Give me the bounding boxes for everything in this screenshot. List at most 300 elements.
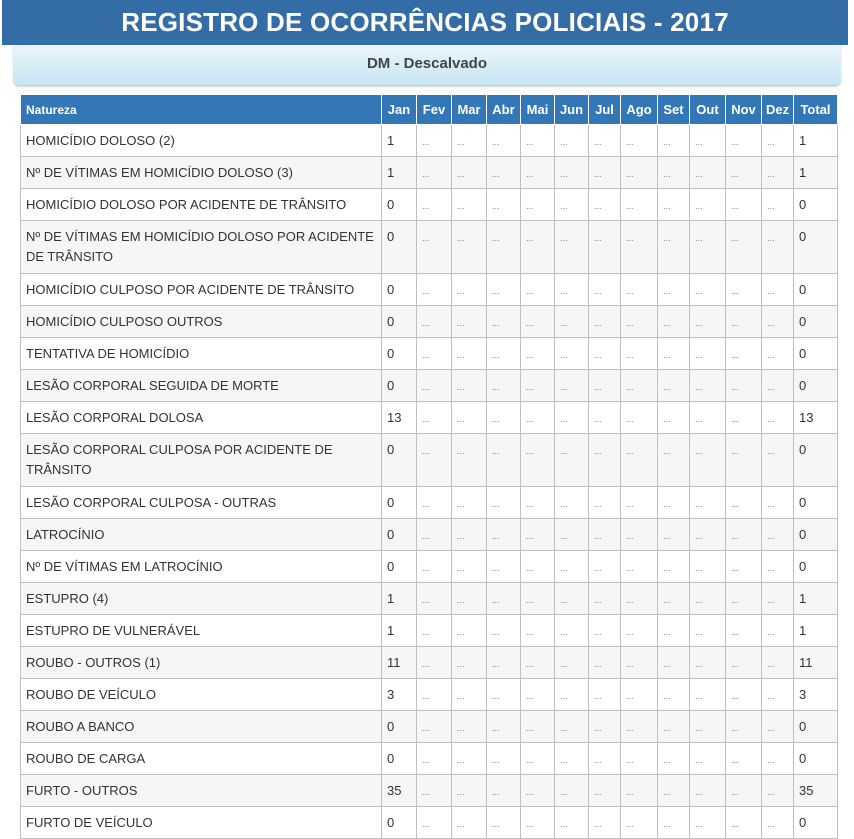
month-cell: ... [417,647,452,679]
month-cell: ... [521,221,555,274]
month-cell: ... [555,434,589,487]
month-cell: ... [726,157,762,189]
month-cell: ... [690,519,726,551]
month-cell: ... [690,189,726,221]
table-row [21,711,838,743]
month-cell: ... [589,743,621,775]
month-cell: ... [762,402,794,434]
month-cell: 0 [382,551,417,583]
month-cell: ... [726,402,762,434]
natureza-cell: LESÃO CORPORAL CULPOSA POR ACIDENTE DE TRÂNSITO [21,434,382,487]
month-cell: ... [417,434,452,487]
month-cell: ... [487,125,521,157]
month-cell: ... [521,519,555,551]
month-cell: 0 [382,434,417,487]
natureza-cell: HOMICÍDIO DOLOSO (2) [21,125,382,157]
natureza-cell: ROUBO DE VEÍCULO [21,679,382,711]
month-cell: ... [487,743,521,775]
month-cell: ... [621,157,658,189]
column-header-jan: Jan [382,95,417,125]
month-cell: ... [521,370,555,402]
month-cell: ... [555,775,589,807]
month-cell: ... [589,775,621,807]
column-header-jun: Jun [555,95,589,125]
month-cell: ... [417,338,452,370]
month-cell: ... [487,583,521,615]
month-cell: ... [555,679,589,711]
month-cell: ... [621,487,658,519]
month-cell: ... [658,306,690,338]
month-cell: ... [452,551,487,583]
month-cell: ... [487,487,521,519]
month-cell: 0 [382,519,417,551]
table-row [21,487,838,519]
month-cell: ... [690,711,726,743]
month-cell: ... [417,125,452,157]
month-cell: ... [726,189,762,221]
month-cell: ... [521,434,555,487]
month-cell: ... [589,583,621,615]
month-cell: ... [417,189,452,221]
month-cell: ... [589,306,621,338]
month-cell: ... [521,743,555,775]
month-cell: ... [555,338,589,370]
month-cell: ... [726,434,762,487]
month-cell: 0 [382,306,417,338]
month-cell: ... [452,711,487,743]
month-cell: ... [621,338,658,370]
month-cell: ... [555,157,589,189]
month-cell: ... [762,125,794,157]
month-cell: ... [589,551,621,583]
natureza-cell: LESÃO CORPORAL SEGUIDA DE MORTE [21,370,382,402]
natureza-cell: ROUBO DE CARGA [21,743,382,775]
total-cell: 0 [794,807,838,839]
month-cell: 0 [382,487,417,519]
month-cell: ... [417,402,452,434]
total-cell: 1 [794,125,838,157]
month-cell: 35 [382,775,417,807]
month-cell: ... [452,338,487,370]
month-cell: ... [762,743,794,775]
month-cell: ... [658,434,690,487]
page-title: REGISTRO DE OCORRÊNCIAS POLICIAIS - 2017 [2,0,848,45]
month-cell: ... [589,711,621,743]
month-cell: 1 [382,583,417,615]
month-cell: ... [589,615,621,647]
month-cell: ... [658,125,690,157]
month-cell: ... [521,647,555,679]
month-cell: ... [762,338,794,370]
table-row [21,615,838,647]
month-cell: ... [452,434,487,487]
month-cell: ... [621,434,658,487]
month-cell: 0 [382,743,417,775]
month-cell: ... [452,157,487,189]
month-cell: ... [555,125,589,157]
month-cell: ... [487,647,521,679]
table-row [21,370,838,402]
natureza-cell: ESTUPRO DE VULNERÁVEL [21,615,382,647]
month-cell: ... [690,647,726,679]
month-cell: ... [621,711,658,743]
column-header-mar: Mar [452,95,487,125]
month-cell: ... [417,615,452,647]
column-header-ago: Ago [621,95,658,125]
table-row [21,519,838,551]
month-cell: ... [658,775,690,807]
month-cell: ... [621,647,658,679]
month-cell: ... [621,274,658,306]
month-cell: ... [762,157,794,189]
month-cell: ... [452,274,487,306]
month-cell: ... [452,306,487,338]
natureza-cell: ROUBO - OUTROS (1) [21,647,382,679]
natureza-cell: FURTO DE VEÍCULO [21,807,382,839]
month-cell: ... [589,274,621,306]
natureza-cell: ESTUPRO (4) [21,583,382,615]
month-cell: ... [452,583,487,615]
month-cell: ... [726,807,762,839]
month-cell: ... [690,402,726,434]
month-cell: ... [417,679,452,711]
month-cell: ... [555,551,589,583]
month-cell: ... [452,743,487,775]
month-cell: ... [690,125,726,157]
table-row [21,306,838,338]
month-cell: ... [555,743,589,775]
month-cell: ... [555,519,589,551]
month-cell: 11 [382,647,417,679]
month-cell: ... [521,551,555,583]
month-cell: ... [417,711,452,743]
total-cell: 1 [794,583,838,615]
month-cell: ... [658,743,690,775]
total-cell: 0 [794,519,838,551]
month-cell: ... [555,583,589,615]
month-cell: ... [726,306,762,338]
month-cell: ... [417,157,452,189]
month-cell: 1 [382,125,417,157]
month-cell: ... [690,274,726,306]
month-cell: ... [762,583,794,615]
month-cell: ... [521,679,555,711]
month-cell: ... [658,338,690,370]
table-row [21,338,838,370]
month-cell: ... [690,583,726,615]
month-cell: ... [487,711,521,743]
month-cell: 3 [382,679,417,711]
month-cell: ... [452,402,487,434]
table-row [21,189,838,221]
month-cell: ... [621,551,658,583]
month-cell: ... [762,274,794,306]
month-cell: ... [555,615,589,647]
month-cell: ... [487,370,521,402]
natureza-cell: HOMICÍDIO CULPOSO POR ACIDENTE DE TRÂNSITO [21,274,382,306]
month-cell: ... [487,679,521,711]
month-cell: ... [555,306,589,338]
month-cell: ... [487,519,521,551]
table-row [21,679,838,711]
month-cell: ... [589,157,621,189]
total-cell: 1 [794,157,838,189]
month-cell: ... [621,775,658,807]
month-cell: ... [589,189,621,221]
total-cell: 11 [794,647,838,679]
month-cell: ... [521,583,555,615]
total-cell: 0 [794,370,838,402]
table-row [21,402,838,434]
table-row [21,125,838,157]
month-cell: ... [452,679,487,711]
month-cell: ... [658,807,690,839]
month-cell: ... [621,306,658,338]
month-cell: ... [726,487,762,519]
total-cell: 3 [794,679,838,711]
month-cell: ... [487,807,521,839]
natureza-cell: LESÃO CORPORAL CULPOSA - OUTRAS [21,487,382,519]
table-header [21,95,838,125]
month-cell: ... [487,338,521,370]
month-cell: ... [417,775,452,807]
column-header-abr: Abr [487,95,521,125]
month-cell: ... [762,551,794,583]
occurrences-table [20,94,838,839]
month-cell: ... [417,519,452,551]
month-cell: ... [487,274,521,306]
month-cell: ... [589,519,621,551]
total-cell: 0 [794,189,838,221]
natureza-cell: LATROCÍNIO [21,519,382,551]
month-cell: ... [658,221,690,274]
month-cell: ... [452,615,487,647]
month-cell: ... [658,711,690,743]
total-cell: 0 [794,487,838,519]
month-cell: ... [589,647,621,679]
month-cell: ... [726,775,762,807]
month-cell: ... [417,306,452,338]
month-cell: ... [726,125,762,157]
month-cell: ... [658,583,690,615]
table-row [21,647,838,679]
month-cell: ... [589,125,621,157]
month-cell: ... [658,189,690,221]
natureza-cell: TENTATIVA DE HOMICÍDIO [21,338,382,370]
table-row [21,775,838,807]
column-header-out: Out [690,95,726,125]
month-cell: ... [726,679,762,711]
month-cell: ... [658,487,690,519]
table-row [21,157,838,189]
month-cell: ... [726,551,762,583]
month-cell: ... [690,157,726,189]
month-cell: ... [690,338,726,370]
month-cell: ... [555,807,589,839]
month-cell: ... [589,807,621,839]
month-cell: ... [690,775,726,807]
column-header-mai: Mai [521,95,555,125]
month-cell: ... [589,402,621,434]
month-cell: 0 [382,370,417,402]
natureza-cell: Nº DE VÍTIMAS EM HOMICÍDIO DOLOSO (3) [21,157,382,189]
month-cell: 13 [382,402,417,434]
month-cell: ... [452,807,487,839]
total-cell: 0 [794,551,838,583]
month-cell: ... [452,775,487,807]
column-header-fev: Fev [417,95,452,125]
month-cell: ... [417,221,452,274]
natureza-cell: HOMICÍDIO DOLOSO POR ACIDENTE DE TRÂNSITO [21,189,382,221]
month-cell: 0 [382,807,417,839]
column-header-total: Total [794,95,838,125]
month-cell: ... [487,221,521,274]
natureza-cell: FURTO - OUTROS [21,775,382,807]
month-cell: ... [487,615,521,647]
natureza-cell: Nº DE VÍTIMAS EM HOMICÍDIO DOLOSO POR ACIDENTE DE TRÂNSITO [21,221,382,274]
month-cell: ... [521,125,555,157]
month-cell: ... [555,274,589,306]
month-cell: ... [762,306,794,338]
month-cell: ... [621,519,658,551]
total-cell: 0 [794,306,838,338]
month-cell: ... [762,679,794,711]
month-cell: ... [726,615,762,647]
month-cell: ... [589,221,621,274]
month-cell: ... [487,402,521,434]
month-cell: ... [555,370,589,402]
month-cell: ... [621,807,658,839]
month-cell: ... [487,775,521,807]
month-cell: ... [658,647,690,679]
total-cell: 1 [794,615,838,647]
month-cell: ... [621,402,658,434]
month-cell: ... [658,615,690,647]
month-cell: ... [690,679,726,711]
month-cell: ... [621,679,658,711]
month-cell: ... [521,157,555,189]
month-cell: ... [521,807,555,839]
month-cell: ... [762,487,794,519]
month-cell: ... [521,711,555,743]
month-cell: ... [726,519,762,551]
total-cell: 0 [794,338,838,370]
column-header-natureza: Natureza [21,95,382,125]
month-cell: ... [726,647,762,679]
month-cell: ... [521,615,555,647]
month-cell: ... [452,370,487,402]
month-cell: ... [452,221,487,274]
month-cell: ... [658,370,690,402]
month-cell: 0 [382,221,417,274]
month-cell: ... [452,125,487,157]
month-cell: ... [690,615,726,647]
month-cell: ... [690,306,726,338]
month-cell: ... [521,338,555,370]
month-cell: ... [621,221,658,274]
month-cell: ... [452,519,487,551]
month-cell: 1 [382,157,417,189]
month-cell: ... [417,807,452,839]
month-cell: ... [555,221,589,274]
month-cell: ... [762,221,794,274]
month-cell: ... [726,743,762,775]
month-cell: 1 [382,615,417,647]
month-cell: ... [521,487,555,519]
month-cell: ... [658,402,690,434]
column-header-jul: Jul [589,95,621,125]
natureza-cell: Nº DE VÍTIMAS EM LATROCÍNIO [21,551,382,583]
table-row [21,434,838,487]
month-cell: ... [690,434,726,487]
month-cell: ... [621,189,658,221]
table-row [21,274,838,306]
month-cell: ... [487,157,521,189]
month-cell: ... [621,125,658,157]
month-cell: ... [690,487,726,519]
month-cell: ... [762,711,794,743]
month-cell: ... [762,615,794,647]
month-cell: ... [726,711,762,743]
month-cell: ... [621,743,658,775]
month-cell: ... [726,274,762,306]
month-cell: ... [621,583,658,615]
month-cell: ... [452,647,487,679]
month-cell: ... [621,615,658,647]
month-cell: ... [487,189,521,221]
month-cell: 0 [382,338,417,370]
month-cell: ... [589,679,621,711]
natureza-cell: LESÃO CORPORAL DOLOSA [21,402,382,434]
month-cell: ... [417,551,452,583]
total-cell: 35 [794,775,838,807]
month-cell: ... [555,402,589,434]
month-cell: ... [417,487,452,519]
table-row [21,583,838,615]
table-row [21,221,838,274]
month-cell: ... [690,807,726,839]
month-cell: ... [658,679,690,711]
month-cell: ... [762,775,794,807]
month-cell: ... [417,583,452,615]
month-cell: ... [726,221,762,274]
month-cell: ... [521,775,555,807]
month-cell: ... [726,370,762,402]
natureza-cell: ROUBO A BANCO [21,711,382,743]
month-cell: ... [658,274,690,306]
total-cell: 0 [794,434,838,487]
table-row [21,743,838,775]
month-cell: ... [555,487,589,519]
month-cell: ... [521,274,555,306]
month-cell: ... [417,743,452,775]
month-cell: ... [589,434,621,487]
month-cell: ... [555,711,589,743]
page-subtitle: DM - Descalvado [13,45,841,86]
month-cell: ... [487,306,521,338]
month-cell: ... [762,647,794,679]
month-cell: ... [589,487,621,519]
month-cell: ... [487,551,521,583]
month-cell: ... [417,274,452,306]
month-cell: ... [521,306,555,338]
table-row [21,807,838,839]
month-cell: 0 [382,189,417,221]
total-cell: 0 [794,711,838,743]
table-body [21,125,838,839]
month-cell: ... [658,519,690,551]
month-cell: ... [555,189,589,221]
